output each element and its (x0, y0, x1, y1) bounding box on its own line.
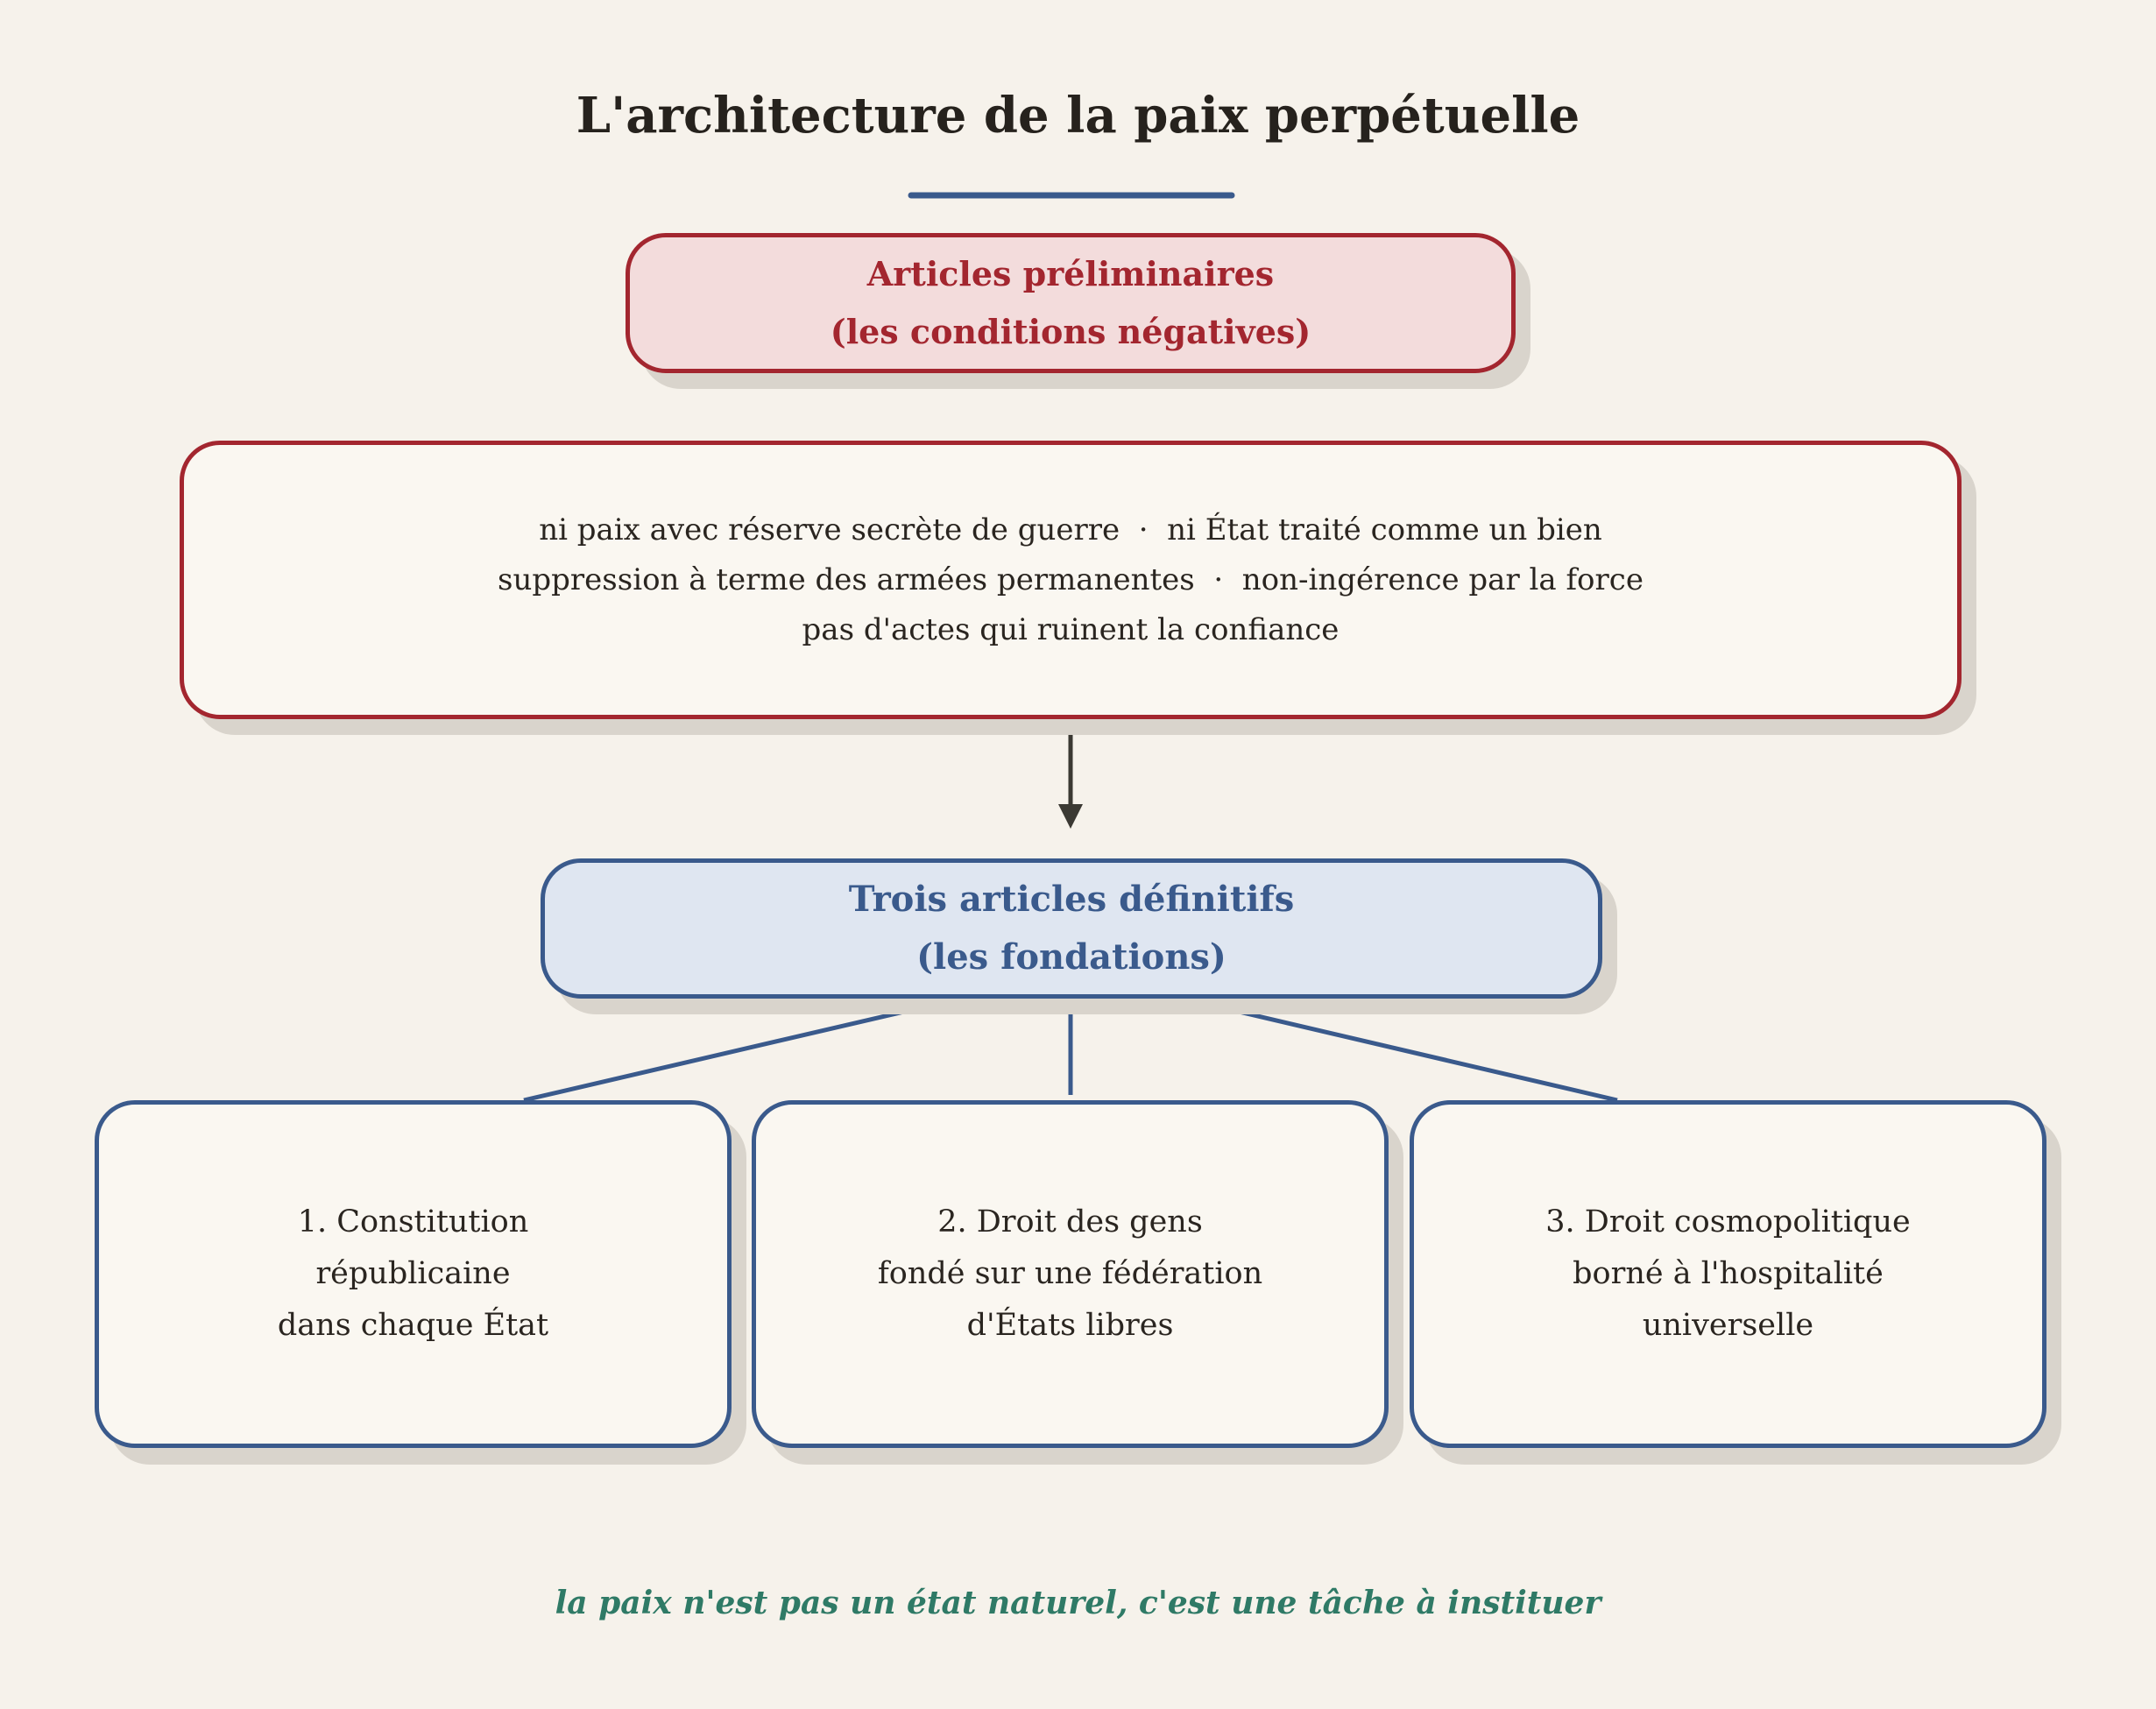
preliminary-heading-box (626, 233, 1516, 373)
definitive-heading-box (541, 858, 1602, 999)
condition-line-3: pas d'actes qui ruinent la confiance (802, 611, 1340, 647)
condition-line-1: ni paix avec réserve secrète de guerre · ni État traité comme un bien (539, 512, 1602, 547)
page-title: L'architecture de la paix perpétuelle (576, 87, 1580, 145)
definitive-heading-subtitle: (les fondations) (916, 936, 1226, 978)
arrow-head (1058, 804, 1083, 829)
preliminary-heading-title: Articles préliminaires (866, 254, 1275, 293)
footer-note: la paix n'est pas un état naturel, c'est une tâche à instituer (555, 1585, 1601, 1621)
article-1-line-1: 1. Constitution (297, 1204, 529, 1239)
article-2-line-1: 2. Droit des gens (937, 1204, 1203, 1239)
definitive-heading-title: Trois articles définitifs (848, 879, 1295, 920)
preliminary-heading-subtitle: (les conditions négatives) (830, 312, 1311, 351)
article-3-line-3: universelle (1642, 1308, 1814, 1343)
article-card-droit-des-gens (752, 1100, 1389, 1448)
article-card-droit-cosmopolitique (1410, 1100, 2046, 1448)
article-card-constitution (95, 1100, 732, 1448)
article-1-line-3: dans chaque État (277, 1308, 549, 1343)
article-1-line-2: républicaine (315, 1256, 511, 1291)
article-2-line-2: fondé sur une fédération (877, 1256, 1263, 1291)
article-3-line-1: 3. Droit cosmopolitique (1545, 1204, 1911, 1239)
condition-line-2: suppression à terme des armées permanentes · non-ingérence par la force (498, 561, 1644, 597)
conditions-box (180, 441, 1962, 719)
article-3-line-2: borné à l'hospitalité (1573, 1256, 1884, 1291)
article-2-line-3: d'États libres (966, 1308, 1174, 1343)
